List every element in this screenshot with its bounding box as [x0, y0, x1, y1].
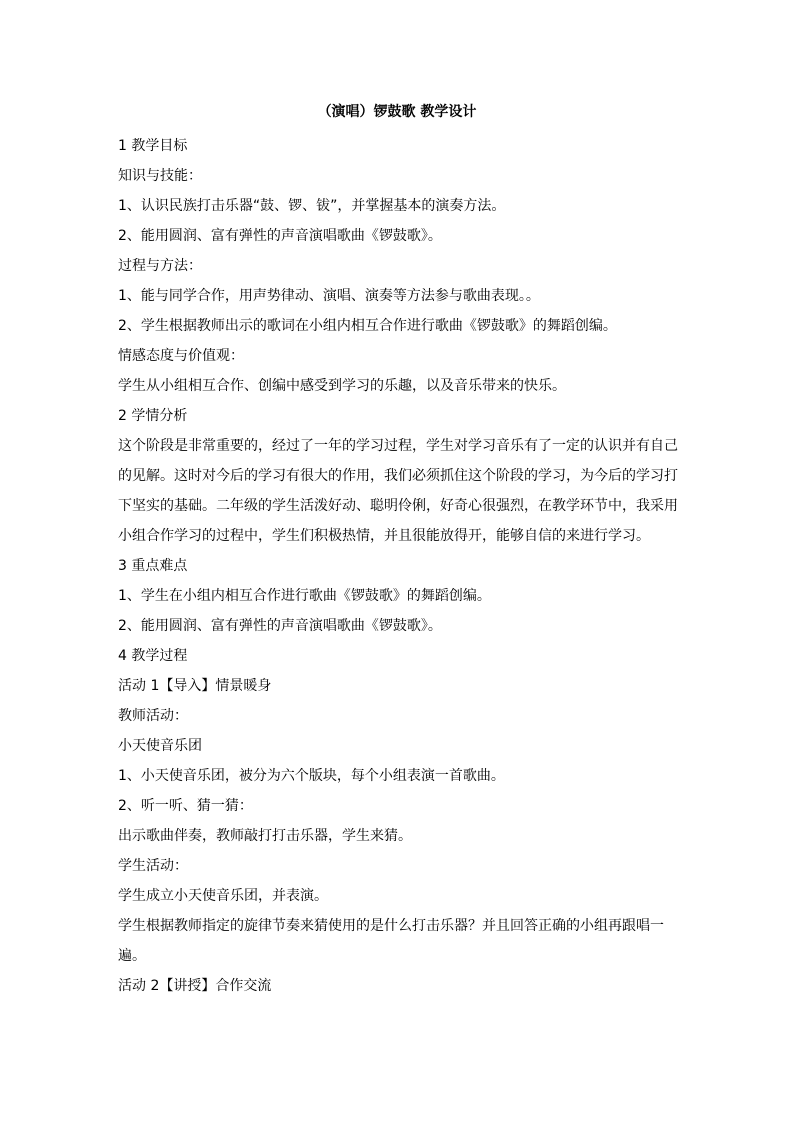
- section-heading-analysis: 2 学情分析: [118, 408, 188, 424]
- activity-text: 学生成立小天使音乐团，并表演。: [118, 888, 328, 904]
- objective-item: 1、认识民族打击乐器“鼓、锣、钹”，并掌握基本的演奏方法。: [118, 198, 506, 214]
- subheading-emotion-values: 情感态度与价值观：: [118, 348, 244, 364]
- objective-item: 2、学生根据教师出示的歌词在小组内相互合作进行歌曲《锣鼓歌》的舞蹈创编。: [118, 318, 617, 334]
- key-point-item: 2、能用圆润、富有弹性的声音演唱歌曲《锣鼓歌》。: [118, 618, 442, 634]
- section-heading-process: 4 教学过程: [118, 648, 188, 664]
- key-point-item: 1、学生在小组内相互合作进行歌曲《锣鼓歌》的舞蹈创编。: [118, 588, 491, 604]
- section-heading-objectives: 1 教学目标: [118, 138, 188, 154]
- guess-paragraph: 学生根据教师指定的旋律节奏来猜使用的是什么打击乐器？并且回答正确的小组再跟唱一遍。: [118, 918, 664, 964]
- activity-heading: 活动 2【讲授】合作交流: [118, 978, 272, 994]
- analysis-paragraph: 这个阶段是非常重要的，经过了一年的学习过程，学生对学习音乐有了一定的认识并有自己的见解。这时对今后的学习有很大的作用，我们必须抓住这个阶段的学习，为今后的学习打下坚实的基础。二年级的学生活泼好动、聪明伶俐，好奇心很强烈，在教学环节中，我采用小组合作学习的过程中，学生们积极热情，并且很能放得开，能够自信的来进行学习。: [118, 438, 678, 544]
- student-activity-label: 学生活动：: [118, 858, 188, 874]
- activity-text: 小天使音乐团: [118, 738, 202, 754]
- document-body: [118, 131, 683, 1001]
- teacher-activity-label: 教师活动：: [118, 708, 188, 724]
- subheading-knowledge-skills: 知识与技能：: [118, 168, 202, 184]
- activity-text: 2、听一听、猜一猜：: [118, 798, 253, 814]
- objective-item: 学生从小组相互合作、创编中感受到学习的乐趣，以及音乐带来的快乐。: [118, 378, 566, 394]
- activity-text: 1、小天使音乐团，被分为六个版块，每个小组表演一首歌曲。: [118, 768, 505, 784]
- activity-text: 出示歌曲伴奏，教师敲打打击乐器，学生来猜。: [118, 828, 412, 844]
- objective-item: 2、能用圆润、富有弹性的声音演唱歌曲《锣鼓歌》。: [118, 228, 442, 244]
- activity-heading: 活动 1【导入】情景暖身: [118, 678, 272, 694]
- objective-item: 1、能与同学合作，用声势律动、演唱、演奏等方法参与歌曲表现。。: [118, 288, 540, 304]
- document-title: （演唱）锣鼓歌 教学设计: [317, 104, 477, 120]
- subheading-process-methods: 过程与方法：: [118, 258, 202, 274]
- section-heading-key-points: 3 重点难点: [118, 558, 188, 574]
